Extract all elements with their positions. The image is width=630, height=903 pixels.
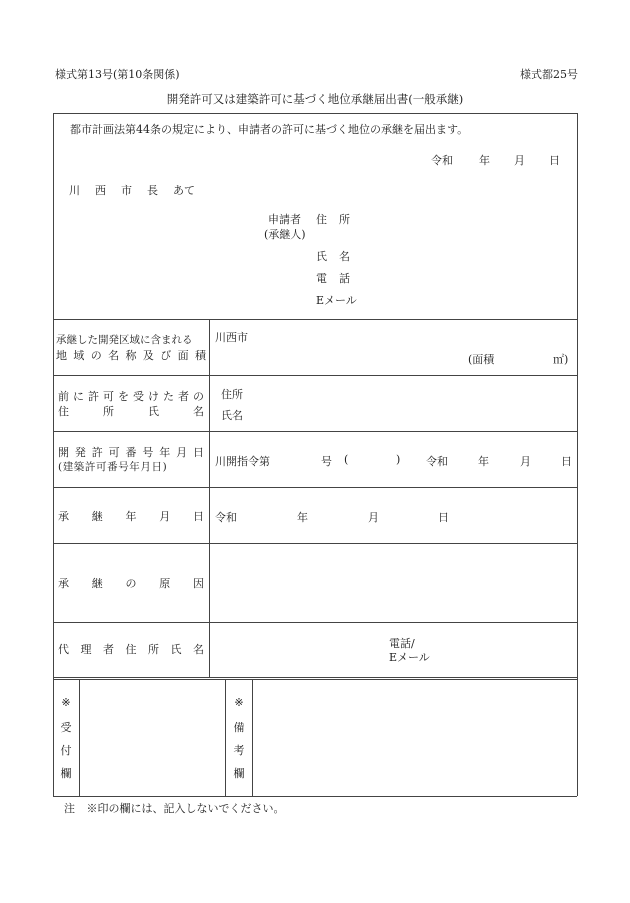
intro-statement: 都市計画法第44条の規定により、申請者の許可に基づく地位の承継を届出ます。 xyxy=(70,123,469,136)
applicant-address-label: 住 所 xyxy=(316,213,350,226)
permit-label-line1: 開 発 許 可 番 号 年 月 日 xyxy=(58,446,204,459)
agent-email: Eメール xyxy=(389,651,430,664)
previous-holder-label-line1: 前 に 許 可 を 受 け た 者 の xyxy=(58,390,204,403)
area-label-line2: 地 域 の 名 称 及 び 面 積 xyxy=(56,349,206,362)
permit-label-line2: (建築許可番号年月日) xyxy=(58,461,168,473)
applicant-label: 申請者 xyxy=(268,213,301,226)
agent-phone: 電話/ xyxy=(389,637,415,650)
area-size-open: (面積 xyxy=(468,353,495,366)
previous-holder-address: 住所 xyxy=(221,388,243,401)
agent-label: 代 理 者 住 所 氏 名 xyxy=(58,643,204,656)
form-number: 様式第13号(第10条関係) xyxy=(55,68,180,81)
area-size-unit: ㎡) xyxy=(553,353,569,366)
footer-note: 注 ※印の欄には、記入しないでください。 xyxy=(64,802,285,815)
city-form-number: 様式都25号 xyxy=(520,68,578,81)
applicant-phone-label: 電 話 xyxy=(316,272,350,285)
applicant-name-label: 氏 名 xyxy=(316,250,350,263)
previous-holder-name: 氏名 xyxy=(221,409,243,422)
successor-label: (承継人) xyxy=(264,228,306,241)
addressee: 川 西 市 長 あて xyxy=(69,184,195,197)
reason-label: 承 継 の 原 因 xyxy=(58,577,204,590)
previous-holder-label-line2: 住 所 氏 名 xyxy=(58,405,204,418)
page-title: 開発許可又は建築許可に基づく地位承継届出書(一般承継) xyxy=(166,92,464,106)
applicant-email-label: Eメール xyxy=(316,294,357,307)
succession-date-label: 承 継 年 月 日 xyxy=(58,510,204,523)
area-city: 川西市 xyxy=(215,331,248,344)
area-label-line1: 承継した開発区域に含まれる xyxy=(56,334,193,346)
